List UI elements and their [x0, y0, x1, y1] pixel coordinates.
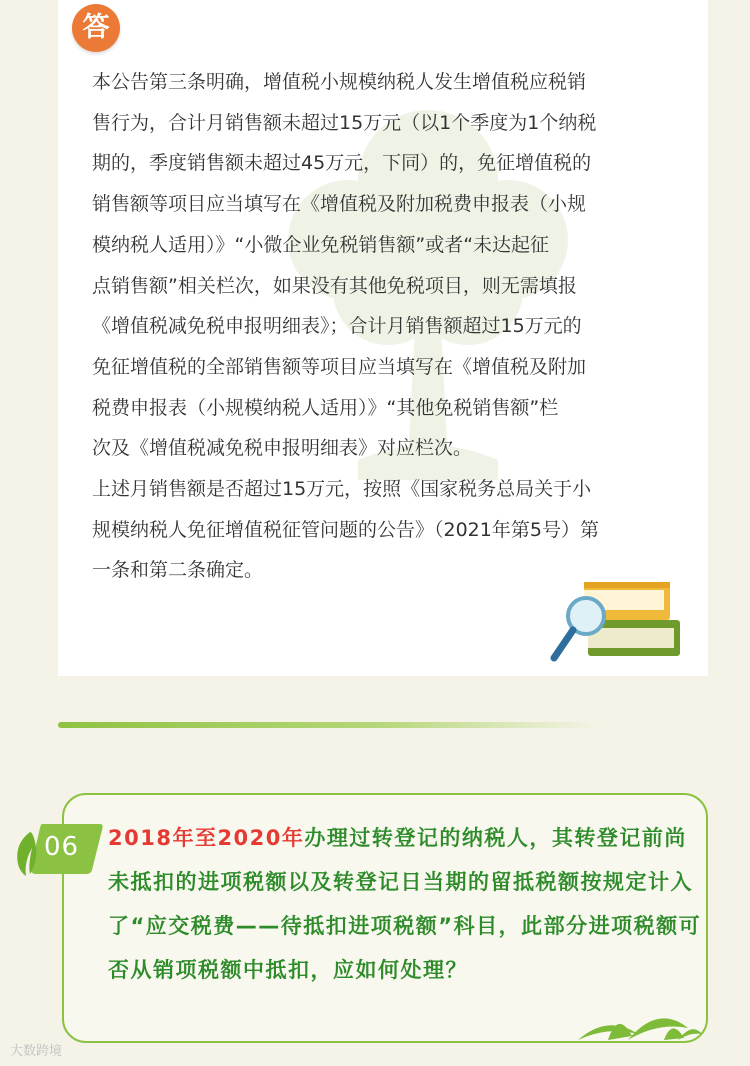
question-number: 06 — [44, 832, 80, 862]
answer-line: 一条和第二条确定。 — [92, 559, 264, 582]
grass-icon — [568, 1004, 704, 1042]
answer-text — [92, 62, 694, 591]
answer-line: 规模纳税人免征增值税征管问题的公告》（2021年第5号）第 — [92, 518, 599, 541]
answer-badge: 答 — [72, 4, 120, 52]
answer-line: 点销售额”相关栏次，如果没有其他免税项目，则无需填报 — [92, 274, 577, 297]
question-text — [108, 816, 702, 992]
answer-line: 期的，季度销售额未超过45万元，下同）的，免征增值税的 — [92, 152, 592, 175]
question-body: 办理过转登记的纳税人，其转登记前尚未抵扣的进项税额以及转登记日当期的留抵税额按规定计入了“应交税费——待抵扣进项税额”科目，此部分进项税额可否从销项税额中抵扣，应如何处理？ — [108, 826, 702, 982]
answer-line: 《增值税减免税申报明细表》；合计月销售额超过15万元的 — [92, 315, 582, 338]
answer-line: 本公告第三条明确，增值税小规模纳税人发生增值税应税销 — [92, 71, 587, 93]
answer-line: 模纳税人适用）》“小微企业免税销售额”或者“未达起征 — [92, 233, 550, 256]
answer-line: 次及《增值税减免税申报明细表》对应栏次。 — [92, 437, 473, 460]
answer-line: 免征增值税的全部销售额等项目应当填写在《增值税及附加 — [92, 355, 587, 378]
answer-line: 上述月销售额是否超过15万元，按照《国家税务总局关于小 — [92, 478, 592, 501]
answer-line: 销售额等项目应当填写在《增值税及附加税费申报表（小规 — [92, 193, 587, 216]
question-highlight: 2018年至2020年 — [108, 826, 305, 850]
answer-line: 税费申报表（小规模纳税人适用）》“其他免税销售额”栏 — [92, 396, 559, 419]
section-divider — [58, 722, 598, 728]
watermark-text: 大数跨境 — [10, 1044, 63, 1059]
answer-line: 售行为，合计月销售额未超过15万元（以1个季度为1个纳税 — [92, 111, 597, 134]
